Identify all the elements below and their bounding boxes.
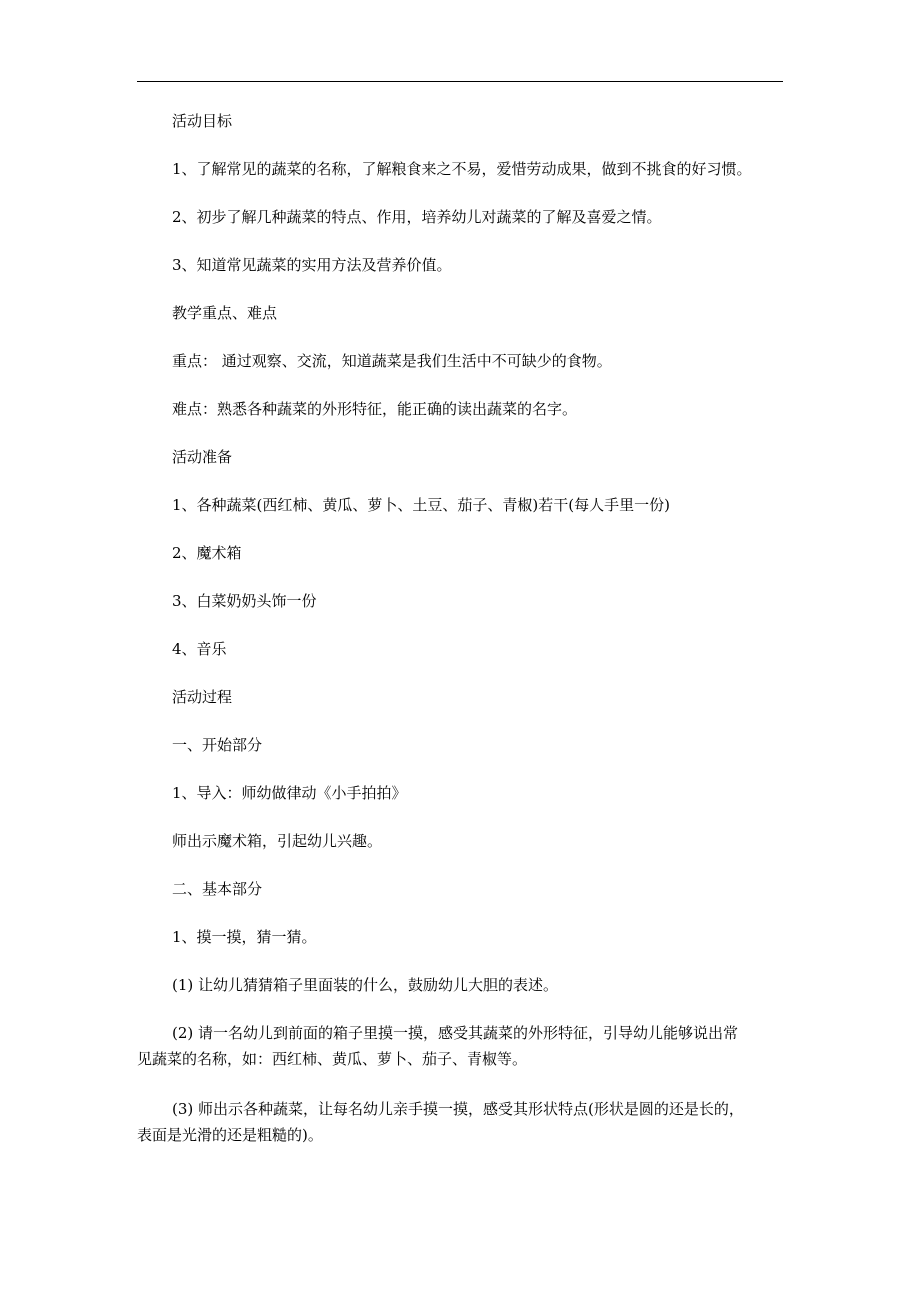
paragraph-line: 表面是光滑的还是粗糙的)。 — [137, 1126, 323, 1144]
document-body — [137, 110, 784, 1148]
basic-sub-item-2 — [137, 1020, 765, 1072]
prep-item-1: 1、各种蔬菜(西红柿、黄瓜、萝卜、土豆、茄子、青椒)若干(每人手里一份) — [172, 496, 670, 514]
section-basic: 二、基本部分 — [172, 880, 263, 898]
heading-process: 活动过程 — [172, 688, 233, 706]
key-point: 重点： 通过观察、交流，知道蔬菜是我们生活中不可缺少的食物。 — [172, 352, 612, 370]
basic-sub-item-3 — [137, 1096, 765, 1148]
basic-sub-item-1: (1) 让幼儿猜猜箱子里面装的什么，鼓励幼儿大胆的表述。 — [172, 976, 559, 994]
heading-activity-goals: 活动目标 — [172, 112, 233, 130]
heading-key-points: 教学重点、难点 — [172, 304, 278, 322]
start-item-2: 师出示魔术箱，引起幼儿兴趣。 — [172, 832, 383, 850]
section-start: 一、开始部分 — [172, 736, 263, 754]
header-rule — [137, 81, 783, 82]
prep-item-2: 2、魔术箱 — [172, 544, 242, 562]
difficult-point: 难点：熟悉各种蔬菜的外形特征，能正确的读出蔬菜的名字。 — [172, 400, 578, 418]
prep-item-4: 4、音乐 — [172, 640, 227, 658]
goal-item-1: 1、了解常见的蔬菜的名称，了解粮食来之不易，爱惜劳动成果，做到不挑食的好习惯。 — [172, 160, 752, 178]
paragraph-line: (3) 师出示各种蔬菜，让每名幼儿亲手摸一摸，感受其形状特点(形状是圆的还是长的， — [172, 1100, 744, 1118]
heading-preparation: 活动准备 — [172, 448, 233, 466]
basic-item-1: 1、摸一摸，猜一猜。 — [172, 928, 317, 946]
start-item-1: 1、导入：师幼做律动《小手拍拍》 — [172, 784, 407, 802]
goal-item-2: 2、初步了解几种蔬菜的特点、作用，培养幼儿对蔬菜的了解及喜爱之情。 — [172, 208, 662, 226]
goal-item-3: 3、知道常见蔬菜的实用方法及营养价值。 — [172, 256, 452, 274]
paragraph-line: (2) 请一名幼儿到前面的箱子里摸一摸，感受其蔬菜的外形特征，引导幼儿能够说出常 — [172, 1024, 739, 1042]
prep-item-3: 3、白菜奶奶头饰一份 — [172, 592, 317, 610]
paragraph-line: 见蔬菜的名称，如：西红柿、黄瓜、萝卜、茄子、青椒等。 — [137, 1050, 528, 1068]
